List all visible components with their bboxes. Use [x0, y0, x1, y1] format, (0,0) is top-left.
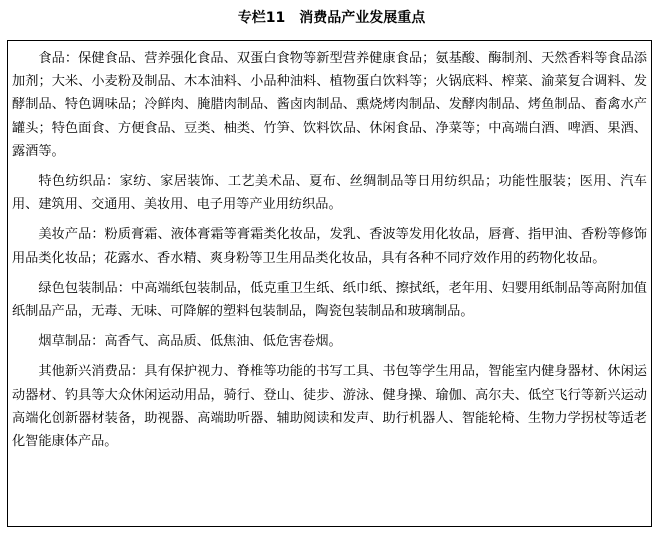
paragraph-tobacco: 烟草制品：高香气、高品质、低焦油、低危害卷烟。 [38, 334, 342, 350]
paragraph-cosmetics: 美妆产品：粉质膏霜、液体膏霜等膏霜类化妆品，发乳、香波等发用化妆品，唇膏、指甲油、香粉等修饰用品类化妆品；花露水、香水精、爽身粉等卫生用品类化妆品，具有各种不同疗效作用的药物化妆品。 [12, 227, 647, 266]
paragraph-packaging: 绿色包装制品：中高端纸包装制品，低克重卫生纸、纸巾纸、擦拭纸，老年用、妇婴用纸制品等高附加值纸制品产品，无毒、无味、可降解的塑料包装制品，陶瓷包装制品和玻璃制品。 [12, 280, 647, 320]
content-box [7, 40, 652, 527]
column-title [0, 8, 663, 28]
column-heading: 消费品产业发展重点 [299, 10, 426, 26]
paragraph-textiles: 特色纺织品：家纺、家居装饰、工艺美术品、夏布、丝绸制品等日用纺织品；功能性服装；医用、汽车用、建筑用、交通用、美妆用、电子用等产业用纺织品。 [12, 174, 647, 213]
paragraph-food: 食品：保健食品、营养强化食品、双蛋白食物等新型营养健康食品；氨基酸、酶制剂、天然香料等食品添加剂；大米、小麦粉及制品、木本油料、小品种油料、植物蛋白饮料等；火锅底料、榨菜、渝菜复合调料、发酵制品、特色调味品；冷鲜肉、腌腊肉制品、酱卤肉制品、熏烧烤肉制品、发酵肉制品、烤鱼制品、畜禽水产罐头；特色面食、方便食品、豆类、柚类、竹笋、饮料饮品、休闲食品、净菜等；中高端白酒、啤酒、果酒、露酒等。 [12, 51, 647, 159]
paragraph-emerging: 其他新兴消费品：具有保护视力、脊椎等功能的书写工具、书包等学生用品，智能室内健身器材、休闲运动器材、钓具等大众休闲运动用品，骑行、登山、徒步、游泳、健身操、瑜伽、高尔夫、低空飞行等新兴运动高端化创新器材装备，助视器、高端助听器、辅助阅读和发声、助行机器人、智能轮椅、生物力学拐杖等适老化智能康体产品。 [12, 364, 647, 450]
column-label: 专栏11 [237, 10, 286, 26]
